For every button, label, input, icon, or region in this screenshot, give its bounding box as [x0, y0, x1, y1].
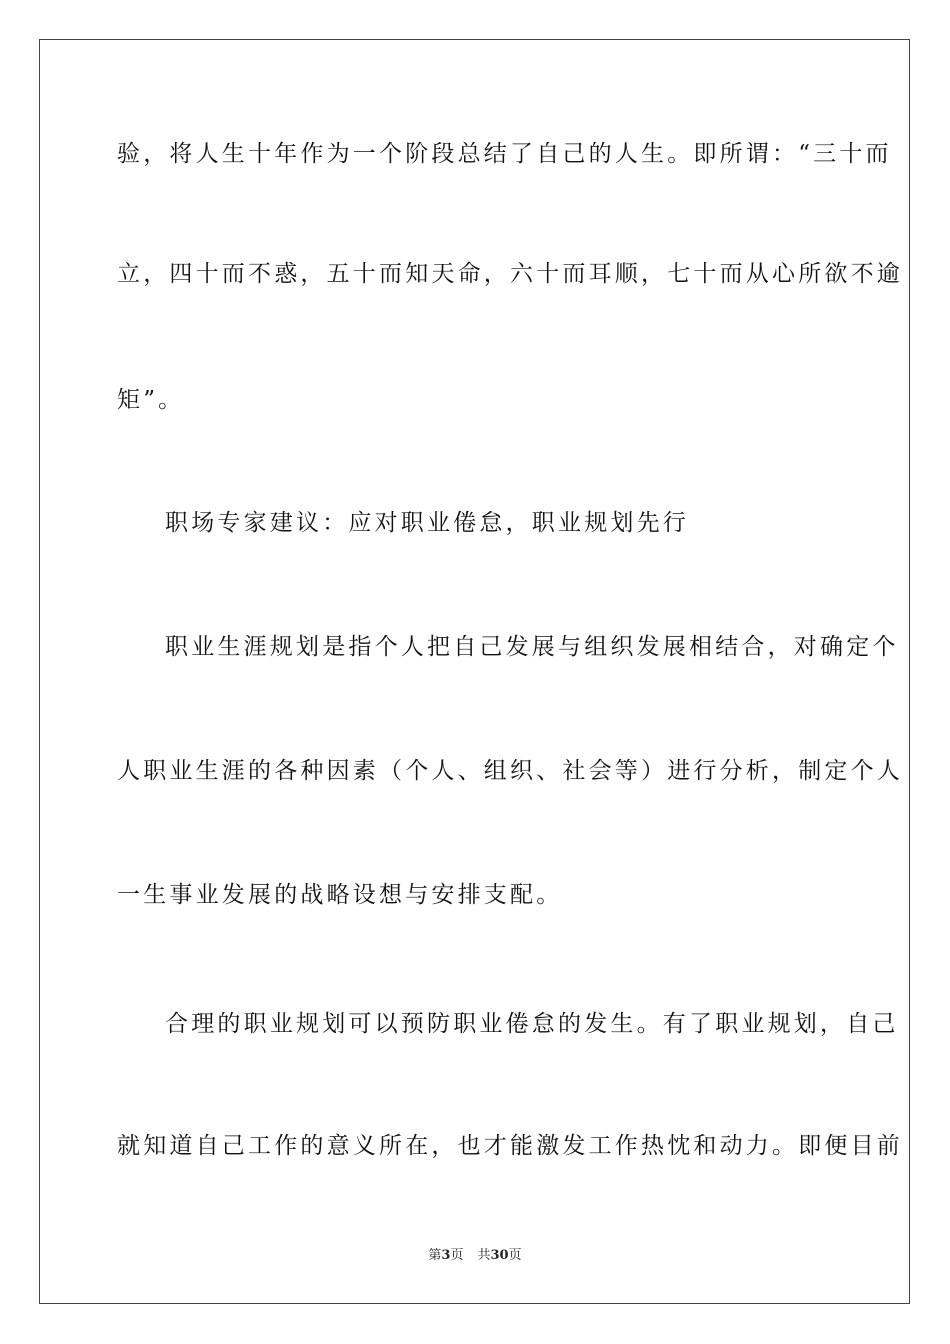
- body-line-7: 一生事业发展的战略设想与安排支配。: [117, 882, 563, 908]
- body-line-9: 就知道自己工作的意义所在，也才能激发工作热忱和动力。即便目前: [117, 1133, 903, 1159]
- page-suffix: 页: [450, 1248, 464, 1263]
- body-line-5: 职业生涯规划是指个人把自己发展与组织发展相结合，对确定个: [165, 634, 899, 660]
- total-prefix: 共: [477, 1248, 491, 1263]
- body-line-1: 验，将人生十年作为一个阶段总结了自己的人生。即所谓：“三十而: [117, 141, 892, 167]
- page-border: [39, 39, 910, 1304]
- total-suffix: 页: [508, 1248, 522, 1263]
- body-line-3: 矩”。: [117, 387, 185, 413]
- body-line-8: 合理的职业规划可以预防职业倦怠的发生。有了职业规划，自己: [165, 1011, 899, 1037]
- page-footer: [0, 1247, 950, 1265]
- section-heading: 职场专家建议：应对职业倦怠，职业规划先行: [165, 510, 689, 536]
- page-number: 3: [441, 1248, 451, 1263]
- page-prefix: 第: [428, 1248, 442, 1263]
- total-pages: 30: [490, 1248, 509, 1263]
- body-line-6: 人职业生涯的各种因素（个人、组织、社会等）进行分析，制定个人: [117, 758, 903, 784]
- body-line-2: 立，四十而不惑，五十而知天命，六十而耳顺，七十而从心所欲不逾: [117, 261, 903, 287]
